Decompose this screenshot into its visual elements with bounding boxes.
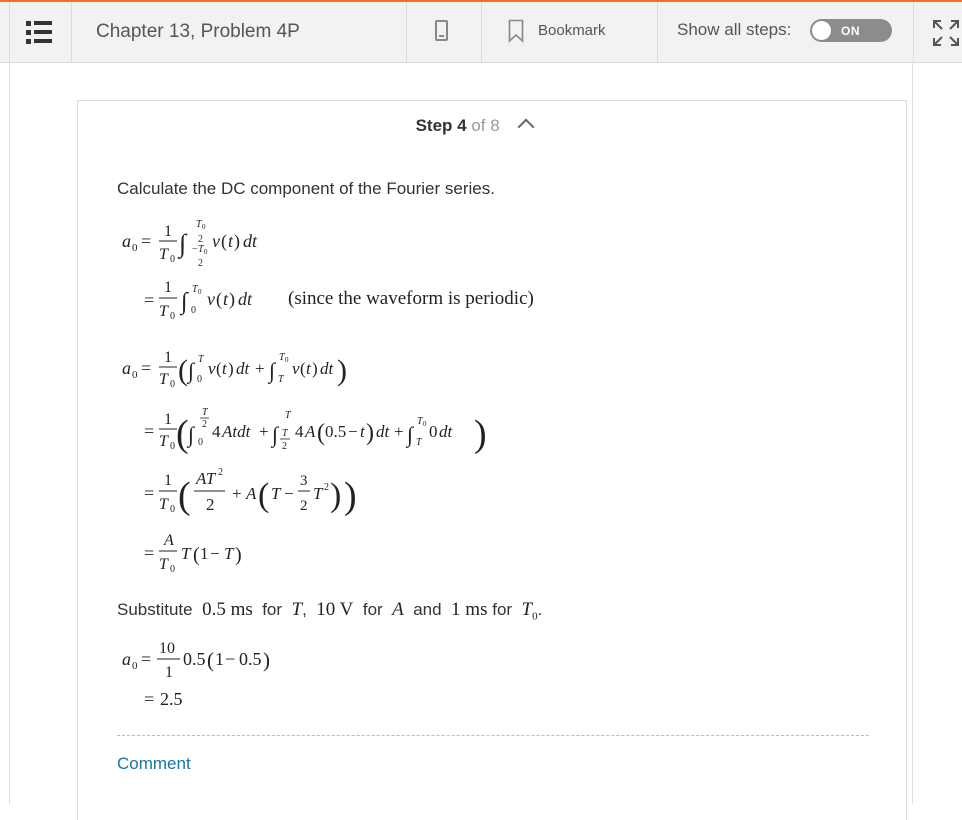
equation-line-4 (144, 407, 487, 455)
svg-text:T: T (159, 371, 168, 388)
expand-button[interactable] (914, 2, 962, 62)
expand-icon (932, 19, 960, 47)
svg-text:=: = (144, 290, 155, 310)
page-title: Chapter 13, Problem 4P (96, 21, 300, 42)
substitute-word: Substitute (117, 600, 193, 619)
svg-text:T: T (198, 244, 204, 255)
svg-text:4: 4 (212, 422, 221, 441)
svg-text:): ) (330, 477, 342, 514)
svg-text:−: − (284, 484, 294, 503)
svg-text:A: A (246, 484, 257, 503)
svg-text:0: 0 (202, 223, 206, 231)
svg-text:dt: dt (238, 289, 253, 309)
left-rail-border (9, 63, 10, 804)
svg-text:∫: ∫ (179, 229, 187, 258)
svg-text:v: v (292, 359, 300, 378)
svg-text:=: = (144, 543, 155, 563)
svg-text:+: + (232, 484, 242, 503)
svg-text:): ) (228, 359, 234, 378)
svg-text:AT: AT (196, 469, 216, 488)
symbol-T0: T (521, 599, 533, 620)
menu-icon (26, 20, 54, 44)
svg-text:−: − (210, 544, 220, 563)
svg-text:dt: dt (236, 359, 250, 378)
step-number: 4 (457, 116, 467, 135)
svg-text:T: T (159, 246, 168, 263)
comment-divider (117, 735, 869, 736)
equation-line-1 (122, 219, 258, 269)
since-note-text: (since the waveform is periodic) (288, 288, 534, 309)
svg-text:+: + (394, 422, 404, 441)
svg-text:): ) (366, 420, 374, 446)
svg-text:T: T (192, 284, 198, 295)
svg-text:1: 1 (164, 411, 172, 428)
and-word: and (413, 600, 442, 619)
svg-text:T: T (198, 354, 204, 365)
svg-text:0: 0 (285, 356, 289, 364)
svg-text:T: T (181, 544, 191, 563)
svg-text:0: 0 (132, 369, 138, 381)
value-voltage: 10 V (316, 599, 354, 620)
svg-text:0.5: 0.5 (239, 649, 262, 669)
svg-text:T: T (159, 433, 168, 450)
symbol-T: T (291, 599, 303, 620)
svg-text:1: 1 (164, 223, 172, 240)
svg-text:2: 2 (206, 495, 215, 514)
svg-text:(: ( (221, 231, 227, 251)
svg-text:0: 0 (170, 441, 175, 452)
svg-text:0.5: 0.5 (325, 422, 347, 441)
svg-text:3: 3 (300, 473, 308, 489)
substitute-sentence (117, 599, 542, 622)
svg-text:=: = (141, 649, 152, 669)
svg-text:2: 2 (282, 441, 287, 452)
svg-text:A: A (164, 532, 174, 549)
svg-text:=: = (144, 483, 155, 503)
svg-text:1: 1 (164, 279, 172, 296)
svg-text:t: t (223, 289, 229, 309)
svg-text:): ) (337, 354, 347, 387)
equation-line-7 (122, 640, 270, 681)
svg-text:0: 0 (132, 660, 138, 672)
svg-text:(: ( (178, 354, 188, 387)
svg-text:(: ( (207, 648, 214, 672)
svg-text:): ) (312, 359, 318, 378)
value-period: 0.5 ms (202, 599, 253, 620)
show-steps-toggle[interactable] (810, 19, 892, 42)
svg-text:T: T (224, 544, 234, 563)
menu-button[interactable] (9, 2, 72, 62)
svg-text:∫: ∫ (188, 422, 195, 447)
svg-text:0.5: 0.5 (183, 649, 206, 669)
svg-text:1: 1 (200, 544, 209, 563)
svg-text:0: 0 (132, 242, 138, 254)
bookmark-button[interactable] (482, 2, 658, 62)
svg-text:∫: ∫ (181, 289, 188, 315)
svg-text:t: t (306, 359, 311, 378)
since-note (288, 288, 534, 310)
svg-text:T: T (202, 407, 208, 418)
svg-text:4: 4 (295, 422, 304, 441)
svg-text:a: a (122, 231, 131, 251)
svg-text:1: 1 (215, 649, 224, 669)
svg-text:∫: ∫ (269, 358, 276, 383)
svg-text:1: 1 (165, 664, 173, 681)
svg-text:T: T (417, 416, 423, 427)
svg-text:∫: ∫ (272, 422, 279, 447)
svg-text:(: ( (216, 289, 222, 309)
svg-text:v: v (207, 289, 215, 309)
svg-text:1: 1 (164, 349, 172, 366)
svg-text:0: 0 (170, 379, 175, 390)
svg-text:): ) (235, 544, 242, 566)
svg-text:0: 0 (170, 311, 175, 322)
bookmark-label: Bookmark (538, 22, 606, 39)
right-rail-border (912, 63, 913, 804)
toggle-knob (812, 21, 831, 40)
period: . (537, 600, 543, 619)
svg-text:10: 10 (159, 640, 175, 657)
svg-text:∫: ∫ (188, 358, 195, 383)
svg-text:2.5: 2.5 (160, 689, 183, 709)
svg-text:2: 2 (202, 419, 207, 430)
svg-text:T: T (159, 556, 168, 573)
chevron-up-icon[interactable] (518, 119, 535, 136)
device-icon (435, 20, 448, 41)
svg-text:(: ( (216, 359, 222, 378)
svg-text:T: T (416, 437, 422, 448)
equation-line-2 (144, 279, 253, 322)
svg-text:∫: ∫ (407, 422, 414, 447)
svg-text:T: T (159, 303, 168, 320)
svg-text:0: 0 (423, 420, 427, 428)
svg-text:−: − (348, 422, 358, 441)
svg-text:0: 0 (429, 422, 438, 441)
show-steps-control (658, 2, 914, 62)
svg-text:0: 0 (170, 564, 175, 575)
svg-text:0: 0 (198, 288, 202, 296)
svg-text:T: T (159, 496, 168, 513)
svg-text:=: = (144, 689, 155, 709)
equation-line-8 (144, 689, 183, 709)
svg-text:): ) (229, 289, 235, 309)
svg-text:(: ( (178, 475, 191, 517)
show-steps-label: Show all steps: (677, 20, 792, 39)
svg-text:t: t (222, 359, 227, 378)
svg-text:v: v (212, 231, 220, 251)
svg-text:dt: dt (439, 422, 453, 441)
svg-text:T: T (282, 428, 288, 439)
svg-text:): ) (234, 231, 240, 251)
svg-text:(: ( (258, 477, 270, 514)
for-word: for (262, 600, 283, 619)
svg-text:t: t (228, 231, 234, 251)
svg-text:T: T (279, 352, 285, 363)
bookmark-icon (508, 19, 524, 43)
title-cell (72, 2, 407, 62)
svg-text:2: 2 (324, 482, 329, 493)
svg-text:=: = (144, 421, 155, 441)
svg-text:T: T (196, 219, 202, 230)
step-label: Step (415, 116, 453, 135)
svg-text:): ) (474, 413, 487, 455)
value-T0: 1 ms (451, 599, 488, 620)
step-count: of 8 (471, 116, 500, 135)
svg-text:+: + (255, 359, 265, 378)
svg-text:−: − (225, 649, 236, 669)
svg-text:dt: dt (243, 231, 258, 251)
device-view-button[interactable] (407, 2, 482, 62)
svg-text:t: t (360, 422, 365, 441)
symbol-T0-subscript: 0 (532, 610, 538, 623)
svg-text:1: 1 (164, 472, 172, 489)
svg-text:(: ( (193, 544, 200, 566)
svg-text:dt: dt (376, 422, 390, 441)
svg-text:T: T (285, 410, 291, 421)
equation-block (112, 212, 612, 712)
separator: , (302, 600, 307, 619)
svg-text:a: a (122, 358, 131, 378)
svg-text:2: 2 (198, 258, 203, 269)
svg-text:0: 0 (170, 254, 175, 265)
svg-text:T: T (278, 374, 284, 385)
svg-text:(: ( (317, 420, 325, 446)
for-word: for (362, 600, 383, 619)
equation-line-5 (144, 467, 357, 517)
svg-text:=: = (141, 358, 152, 378)
svg-text:A: A (305, 422, 316, 441)
step-intro-text: Calculate the DC component of the Fourier series. (117, 179, 495, 198)
svg-text:2: 2 (300, 498, 308, 514)
svg-text:0: 0 (197, 374, 202, 385)
svg-text:T: T (271, 484, 281, 503)
symbol-A: A (392, 599, 404, 620)
svg-text:(: ( (176, 413, 189, 455)
svg-text:0: 0 (198, 437, 203, 448)
svg-text:v: v (208, 359, 216, 378)
svg-text:2: 2 (218, 467, 223, 478)
step-header (0, 116, 962, 136)
svg-text:(: ( (300, 359, 306, 378)
svg-text:dt: dt (320, 359, 334, 378)
svg-text:=: = (141, 231, 152, 251)
equation-line-3 (122, 349, 347, 390)
header-bar (0, 2, 962, 63)
svg-text:2: 2 (198, 234, 203, 245)
svg-text:0: 0 (191, 305, 196, 316)
svg-text:−: − (192, 244, 198, 255)
toggle-label: ON (841, 24, 860, 38)
for-word: for (492, 600, 513, 619)
svg-text:a: a (122, 649, 131, 669)
svg-text:0: 0 (204, 248, 208, 256)
svg-text:+: + (259, 422, 269, 441)
svg-text:Atdt: Atdt (222, 422, 251, 441)
svg-text:0: 0 (170, 504, 175, 515)
svg-text:): ) (344, 475, 357, 517)
equation-line-6 (144, 532, 242, 575)
comment-link[interactable]: Comment (117, 754, 191, 773)
svg-text:): ) (263, 648, 270, 672)
svg-text:T: T (313, 484, 323, 503)
